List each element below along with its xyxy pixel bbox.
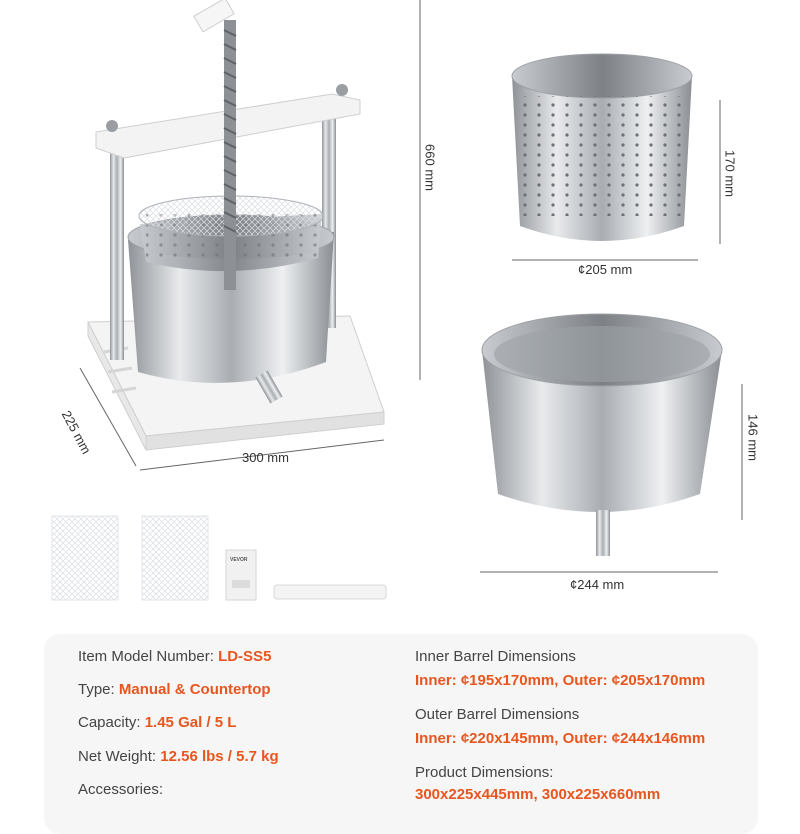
spec-product-dimensions-label: Product Dimensions:: [415, 764, 554, 781]
tube-accessory: [274, 585, 386, 599]
outer-height-label: 146 mm: [745, 414, 761, 461]
spec-weight-value: 12.56 lbs / 5.7 kg: [160, 748, 279, 765]
spec-capacity: [78, 714, 236, 731]
outer-barrel: [482, 314, 722, 556]
spec-accessories-label: Accessories:: [78, 781, 164, 798]
width-dimension-label: 300 mm: [242, 450, 289, 465]
spec-type-value: Manual & Countertop: [118, 681, 271, 698]
spec-type: [78, 681, 271, 698]
inner-barrel: [512, 54, 692, 241]
inner-diameter-label: ¢205 mm: [578, 262, 633, 277]
spec-inner-barrel-value: Inner: ¢195x170mm, Outer: ¢205x170mm: [415, 672, 706, 689]
spec-product-dimensions-value: 300x225x445mm, 300x225x660mm: [415, 786, 661, 803]
spec-model: [78, 648, 271, 665]
pouch-brand-label: VEVOR: [230, 557, 248, 563]
depth-dimension-label: 225 mm: [58, 408, 95, 457]
spec-type-label: Type:: [78, 681, 115, 698]
spec-outer-barrel-value: Inner: ¢220x145mm, Outer: ¢244x146mm: [415, 730, 706, 747]
spec-inner-barrel-label: Inner Barrel Dimensions: [415, 648, 576, 665]
inner-height-label: 170 mm: [722, 150, 738, 197]
spec-weight: [78, 748, 279, 765]
spec-outer-barrel-label: Outer Barrel Dimensions: [415, 706, 580, 723]
spec-model-label: Item Model Number:: [78, 648, 214, 665]
filter-bags: [52, 516, 208, 600]
spec-weight-label: Net Weight:: [78, 748, 157, 765]
height-dimension-label: 660 mm: [422, 144, 438, 191]
spec-capacity-value: 1.45 Gal / 5 L: [144, 714, 237, 731]
spec-capacity-label: Capacity:: [78, 714, 141, 731]
spec-model-value: LD-SS5: [218, 648, 272, 665]
outer-diameter-label: ¢244 mm: [570, 577, 625, 592]
